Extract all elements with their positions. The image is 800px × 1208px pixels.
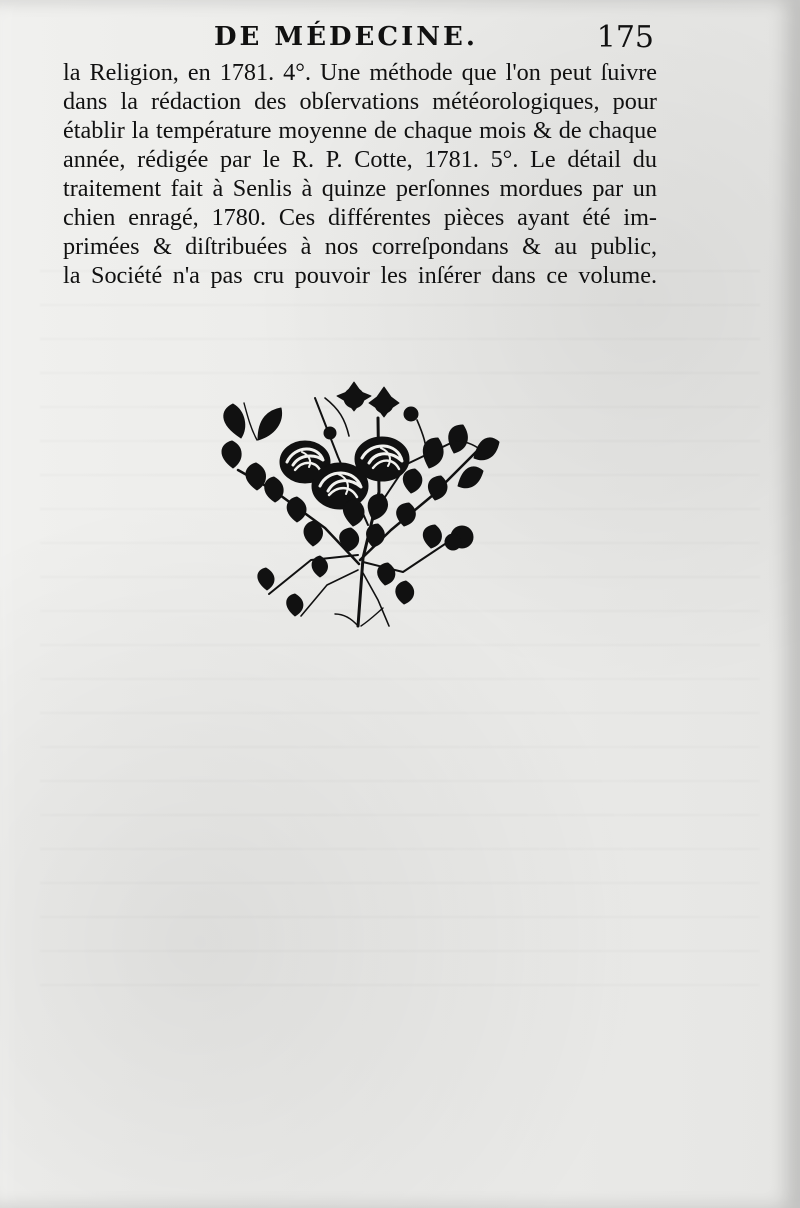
text-line: établir la température moyenne de chaque mois & de chaque: [63, 117, 657, 144]
text-line: dans la rédaction des obſervations météorologiques, pour: [63, 88, 657, 115]
text-line: la Société n'a pas cru pouvoir les inſérer dans ce volume.: [63, 262, 657, 289]
text-line: la Religion, en 1781. 4°. Une méthode que l'on peut ſuivre: [63, 59, 657, 86]
body-text: [63, 58, 657, 290]
text-line: primées & diſtribuées à nos correſpondans & au public,: [63, 233, 657, 260]
floral-bouquet-icon: [213, 380, 503, 635]
text-line: année, rédigée par le R. P. Cotte, 1781. 5°. Le détail du: [63, 146, 657, 173]
text-line: traitement fait à Senlis à quinze perſonnes mordues par un: [63, 175, 657, 202]
text-line: chien enragé, 1780. Ces différentes pièces ayant été im-: [63, 204, 657, 231]
page-number: 175: [596, 20, 654, 55]
running-title: DE MÉDECINE.: [214, 22, 478, 52]
